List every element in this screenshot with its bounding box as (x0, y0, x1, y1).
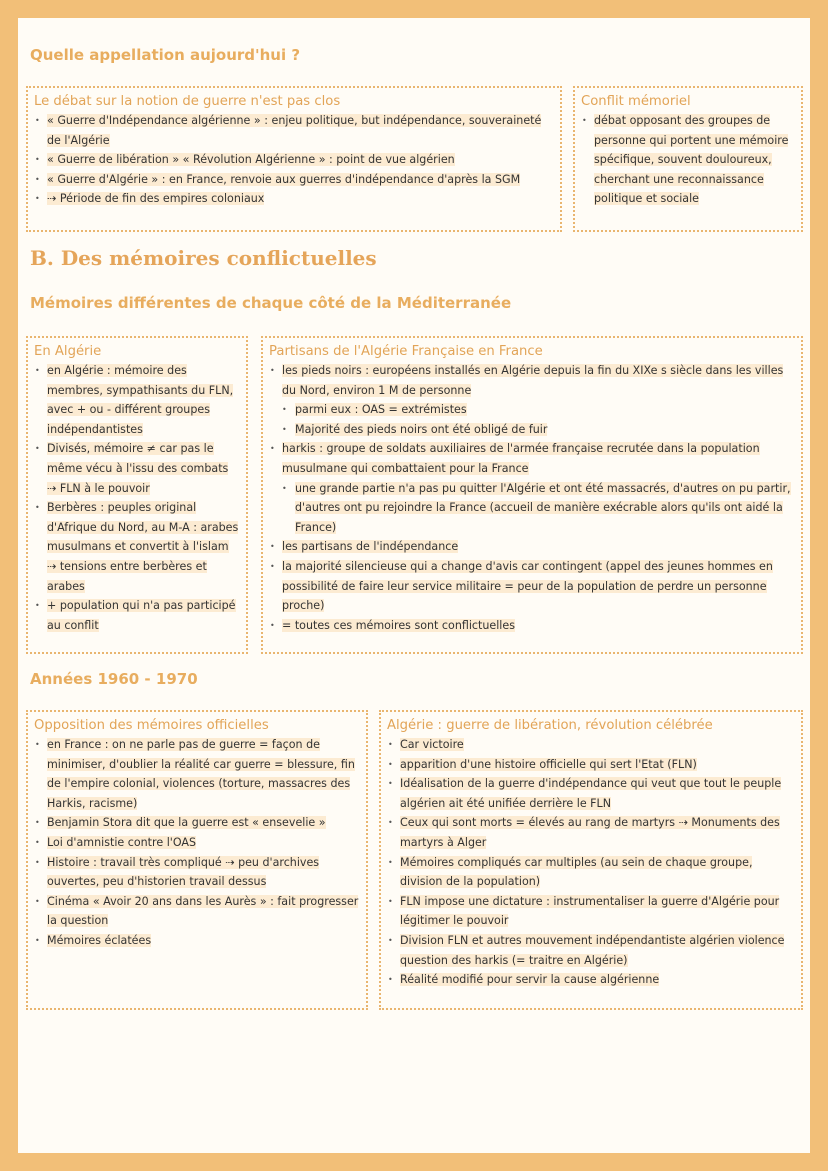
conflict-list (581, 111, 795, 209)
item-text: Histoire : travail très compliqué ⇢ peu d'archives ouvertes, peu d'historien travail dessus (47, 855, 320, 889)
list-item (34, 596, 240, 635)
france-box (261, 336, 803, 654)
page (18, 18, 810, 1153)
list-item (34, 498, 240, 596)
france-box-title: Partisans de l'Algérie Française en France (269, 344, 543, 359)
official-list (34, 735, 360, 951)
france-list (269, 361, 795, 635)
subheading-mediterranee: Mémoires différentes de chaque côté de la Méditerranée (30, 294, 512, 312)
list-item (269, 557, 795, 616)
list-item (269, 439, 795, 478)
list-item (34, 361, 240, 439)
item-text: Benjamin Stora dit que la guerre est « ensevelie » (47, 816, 326, 830)
item-text: la majorité silencieuse qui a change d'avis car contingent (appel des jeunes hommes en possibilité de faire leur service militaire = peur de la population de perdre un personne proche) (282, 559, 773, 613)
item-text: « Guerre d'Indépendance algérienne » : enjeu politique, but indépendance, souveraineté de l'Algérie (47, 114, 542, 147)
item-text: Cinéma « Avoir 20 ans dans les Aurès » : fait progresser la question (47, 894, 359, 928)
list-item (34, 813, 360, 833)
official-box (26, 710, 368, 1010)
item-text: FLN impose une dictature : instrumentaliser la guerre d'Algérie pour légitimer le pouvoir (400, 894, 780, 928)
item-text: harkis : groupe de soldats auxiliaires de l'armée française recrutée dans la population musulmane qui combattaient pour la France (282, 442, 760, 475)
algeria-list (34, 361, 240, 635)
item-text: Réalité modifié pour servir la cause algérienne (400, 973, 660, 987)
question-heading: Quelle appellation aujourd'hui ? (30, 46, 301, 64)
list-item (387, 735, 795, 755)
list-item (34, 439, 240, 498)
list-item (269, 616, 795, 636)
sub-list-item (269, 420, 795, 440)
item-text: « Guerre d'Algérie » : en France, renvoie aux guerres d'indépendance d'après la SGM (47, 172, 521, 186)
item-text: apparition d'une histoire officielle qui sert l'Etat (FLN) (400, 757, 697, 771)
debate-box-title: Le débat sur la notion de guerre n'est pas clos (34, 94, 341, 109)
item-text: parmi eux : OAS = extrémistes (295, 403, 467, 417)
item-text: Loi d'amnistie contre l'OAS (47, 835, 196, 849)
list-item (34, 111, 554, 150)
debate-box (26, 86, 562, 232)
liberation-box (379, 710, 803, 1010)
item-text: Ceux qui sont morts = élevés au rang de martyrs ⇢ Monuments des martyrs à Alger (400, 816, 780, 849)
list-item (387, 853, 795, 892)
sub-list-item (269, 400, 795, 420)
list-item (387, 755, 795, 775)
list-item (269, 361, 795, 400)
item-text: Mémoires compliqués car multiples (au sein de chaque groupe, division de la population) (400, 855, 753, 889)
list-item (387, 970, 795, 990)
list-item (34, 735, 360, 813)
list-item (34, 892, 360, 931)
list-item (34, 853, 360, 892)
conflict-box-title: Conflit mémoriel (581, 94, 691, 109)
item-text: Idéalisation de la guerre d'indépendance qui veut que tout le peuple algérien ait été unifiée derrière le FLN (400, 777, 782, 810)
item-text: débat opposant des groupes de personne qui portent une mémoire spécifique, souvent douloureux, cherchant une reconnaissance politique et sociale (594, 114, 789, 206)
item-text: en France : on ne parle pas de guerre = façon de minimiser, d'oublier la réalité car guerre = blessure, fin de l'empire colonial, violences (torture, massacres des Harkis, racisme) (47, 738, 355, 810)
algeria-box-title: En Algérie (34, 344, 102, 359)
list-item (269, 537, 795, 557)
item-text: = toutes ces mémoires sont conflictuelles (282, 618, 515, 632)
list-item (34, 833, 360, 853)
list-item (581, 111, 795, 209)
item-text: Mémoires éclatées (47, 933, 152, 947)
item-text: + population qui n'a pas participé au conflit (47, 599, 236, 632)
subheading-annees: Années 1960 - 1970 (30, 670, 198, 688)
list-item (387, 813, 795, 852)
list-item (387, 892, 795, 931)
list-item (34, 931, 360, 951)
liberation-box-title: Algérie : guerre de libération, révolution célébrée (387, 718, 713, 733)
item-text: une grande partie n'a pas pu quitter l'Algérie et ont été massacrés, d'autres on pu partir, d'autres ont pu rejoindre la France (accueil de manière exécrable alors qu'ils ont aidé la France) (295, 481, 791, 534)
sub-list-item (269, 479, 795, 538)
item-text: Car victoire (400, 738, 464, 751)
item-text: Berbères : peuples original d'Afrique du Nord, au M-A : arabes musulmans et convertit à l'islam ⇢ tensions entre berbères et arabes (47, 501, 239, 593)
debate-list (34, 111, 554, 209)
list-item (34, 170, 554, 190)
list-item (34, 189, 554, 209)
algeria-box (26, 336, 248, 654)
item-text: « Guerre de libération » « Révolution Algérienne » : point de vue algérien (47, 153, 455, 167)
item-text: les partisans de l'indépendance (282, 540, 459, 554)
list-item (387, 774, 795, 813)
list-item (387, 931, 795, 970)
official-box-title: Opposition des mémoires officielles (34, 718, 269, 733)
item-text: ⇢ Période de fin des empires coloniaux (47, 192, 265, 206)
list-item (34, 150, 554, 170)
item-text: Divisés, mémoire ≠ car pas le même vécu à l'issu des combats ⇢ FLN à le pouvoir (47, 442, 229, 495)
item-text: en Algérie : mémoire des membres, sympathisants du FLN, avec + ou - différent groupes indépendantistes (47, 364, 234, 436)
item-text: les pieds noirs : européens installés en Algérie depuis la fin du XIXe s siècle dans les villes du Nord, environ 1 M de personne (282, 364, 784, 397)
item-text: Majorité des pieds noirs ont été obligé de fuir (295, 422, 548, 436)
liberation-list (387, 735, 795, 990)
section-b-title: B. Des mémoires conflictuelles (30, 246, 377, 270)
item-text: Division FLN et autres mouvement indépendantiste algérien violence question des harkis (= traitre en Algérie) (400, 933, 785, 967)
conflict-box (573, 86, 803, 232)
